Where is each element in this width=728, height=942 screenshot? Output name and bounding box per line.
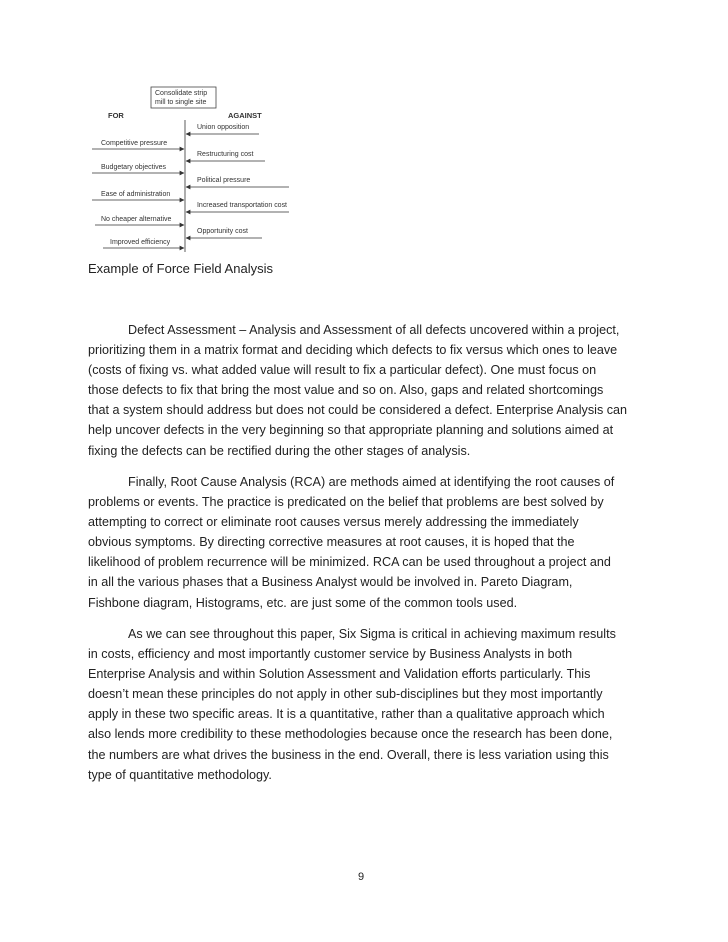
- paragraph-line: in all the various phases that a Business Analyst would be involved in. Pareto Diagram,: [88, 575, 573, 590]
- paragraph-line: Enterprise Analysis and within Solution Assessment and Validation efforts particularly. This: [88, 667, 591, 682]
- force-field-diagram: [0, 0, 300, 255]
- paragraph-line: obvious symptoms. By directing corrective measures at root causes, it is hoped that the: [88, 535, 575, 550]
- paragraph-line: attempting to correct or eliminate root causes versus merely addressing the immediately: [88, 515, 579, 530]
- paragraph-line: problems or events. The practice is predicated on the belief that problems are best solved by: [88, 495, 604, 510]
- paragraph-line: type of quantitative methodology.: [88, 767, 272, 782]
- against-forces: [186, 124, 289, 238]
- paragraph-line: fixing the defects can be rectified during the other stages of analysis.: [88, 443, 471, 458]
- paragraph-conclusion: [88, 624, 648, 785]
- for-header: FOR: [108, 111, 124, 120]
- paragraph-line: (costs of fixing vs. what added value will result to fix a particular defect). One must focus on: [88, 363, 597, 378]
- against-force-label: Opportunity cost: [197, 228, 248, 235]
- paragraph-line: the numbers are what drives the business in the end. Overall, there is less variation using this: [88, 747, 609, 762]
- paragraph-line: apply in these two specific areas. It is a quantitative, rather than a qualitative approach which: [88, 707, 605, 722]
- for-force-label: Competitive pressure: [101, 140, 168, 147]
- figure-caption: Example of Force Field Analysis: [88, 261, 273, 276]
- center-box-line-1: Consolidate strip: [155, 90, 208, 97]
- for-force-label: Improved efficiency: [110, 239, 171, 246]
- paragraph-line: doesn’t mean these principles do not apply in other sub-disciplines but they most importantly: [88, 687, 603, 702]
- against-force-label: Restructuring cost: [197, 151, 254, 158]
- for-force-label: Ease of administration: [101, 191, 171, 198]
- paragraph-line: help uncover defects in the very beginning so that appropriate planning and solutions aimed at: [88, 423, 614, 438]
- paragraph-line: that a system should address but does not could be considered a defect. Enterprise Analysis can: [88, 403, 628, 418]
- for-force-label: Budgetary objectives: [101, 164, 166, 171]
- paragraph-line: likelihood of problem recurrence will be minimized. RCA can be used throughout a project and: [88, 555, 611, 570]
- for-forces: [92, 140, 184, 248]
- paragraph-line: prioritizing them in a matrix format and deciding which defects to fix versus which ones to leave: [88, 343, 618, 358]
- paragraph-defect-assessment: [88, 320, 648, 461]
- page-number: 9: [358, 871, 365, 883]
- against-force-label: Political pressure: [197, 177, 251, 184]
- paragraph-line: Finally, Root Cause Analysis (RCA) are methods aimed at identifying the root causes of: [128, 475, 615, 489]
- paragraph-line: also lends more credibility to these methodologies because once the research has been done,: [88, 727, 613, 742]
- paragraph-root-cause-analysis: [88, 472, 648, 613]
- paragraph-line: Defect Assessment – Analysis and Assessment of all defects uncovered within a project,: [128, 323, 620, 337]
- paragraph-line: in costs, efficiency and most importantly customer service by Business Analysts in both: [88, 647, 573, 662]
- paragraph-line: those defects to fix that bring the most value and so on. Also, gaps and related shortcomings: [88, 383, 604, 398]
- paragraph-line: As we can see throughout this paper, Six Sigma is critical in achieving maximum results: [128, 627, 616, 641]
- against-force-label: Union opposition: [197, 124, 250, 131]
- for-force-label: No cheaper alternative: [101, 216, 172, 223]
- center-box-line-2: mill to single site: [155, 99, 207, 106]
- against-force-label: Increased transportation cost: [197, 202, 287, 209]
- against-header: AGAINST: [228, 111, 262, 120]
- paragraph-line: Fishbone diagram, Histograms, etc. are just some of the common tools used.: [88, 595, 518, 610]
